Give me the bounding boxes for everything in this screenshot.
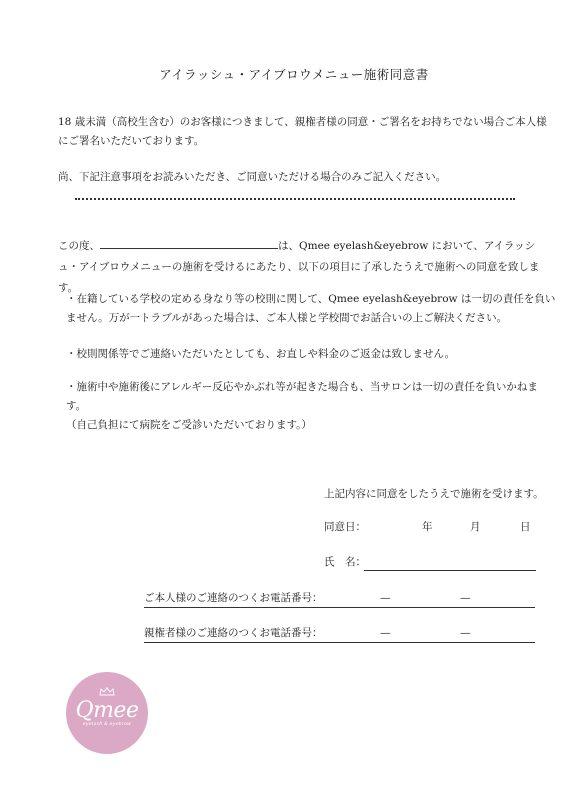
patient-name-blank[interactable] xyxy=(100,236,278,249)
guardian-phone-line[interactable] xyxy=(144,642,535,643)
logo-tagline: eyelash & eyebrow xyxy=(82,722,132,727)
intro-paragraph: 18 歳未満（高校生含む）のお客様につきまして、親権者様の同意・ご署名をお持ちでない場合ご本人様にご署名いただいております。 xyxy=(58,116,547,147)
instruction-paragraph: 尚、下記注意事項をお読みいただき、ご同意いただける場合のみご記入ください。 xyxy=(58,171,447,183)
document-title: アイラッシュ・アイブロウメニュー施術同意書 xyxy=(159,67,429,82)
self-phone-separator-1: — xyxy=(380,592,391,604)
consent-date-row[interactable] xyxy=(324,520,544,538)
day-label: 日 xyxy=(520,521,531,533)
consent-prefix: この度、 xyxy=(58,240,100,252)
name-label: 氏 名： xyxy=(324,556,366,568)
notice-item-allergy-note: （自己負担にて病院をご受診いただいております。） xyxy=(66,419,312,431)
notice-item-allergy xyxy=(58,378,556,435)
year-label: 年 xyxy=(422,521,433,533)
guardian-phone-row[interactable] xyxy=(144,626,535,644)
notice-item-no-refund: ・校則関係等でご連絡いただいたとしても、お直しや料金のご返金は致しません。 xyxy=(66,348,456,360)
self-phone-separator-2: — xyxy=(460,592,471,604)
name-row[interactable] xyxy=(324,555,536,573)
name-signature-line[interactable] xyxy=(364,570,536,571)
consent-suffix: は、Qmee eyelash&eyebrow において、アイラッシュ・アイブロウメニューの施術を受けるにあたり、以下の項目に了承したうえで施術への同意を致します。 xyxy=(58,240,540,294)
guardian-phone-label: 親権者様のご連絡のつくお電話番号： xyxy=(144,627,323,639)
agree-statement: 上記内容に同意をしたうえで施術を受けます。 xyxy=(324,488,544,500)
date-label: 同意日： xyxy=(324,521,366,533)
guardian-phone-separator-1: — xyxy=(380,627,391,639)
self-phone-label: ご本人様のご連絡のつくお電話番号： xyxy=(144,592,323,604)
guardian-phone-separator-2: — xyxy=(460,627,471,639)
notice-item-allergy-text: ・施術中や施術後にアレルギー反応やかぶれ等が起きた場合も、当サロンは一切の責任を負いかねます。 xyxy=(66,381,538,412)
notice-item-school-rules: ・在籍している学校の定める身なり等の校則に関して、Qmee eyelash&eyebrow は一切の責任を負いません。万が一トラブルがあった場合は、ご本人様と学校間でお話合いの上ご解決ください。 xyxy=(66,293,556,324)
logo-brand: Qmee xyxy=(75,698,139,723)
month-label: 月 xyxy=(470,521,481,533)
self-phone-row[interactable] xyxy=(144,591,535,609)
self-phone-line[interactable] xyxy=(144,607,535,608)
dotted-divider xyxy=(75,198,515,200)
qmee-logo xyxy=(66,672,148,754)
